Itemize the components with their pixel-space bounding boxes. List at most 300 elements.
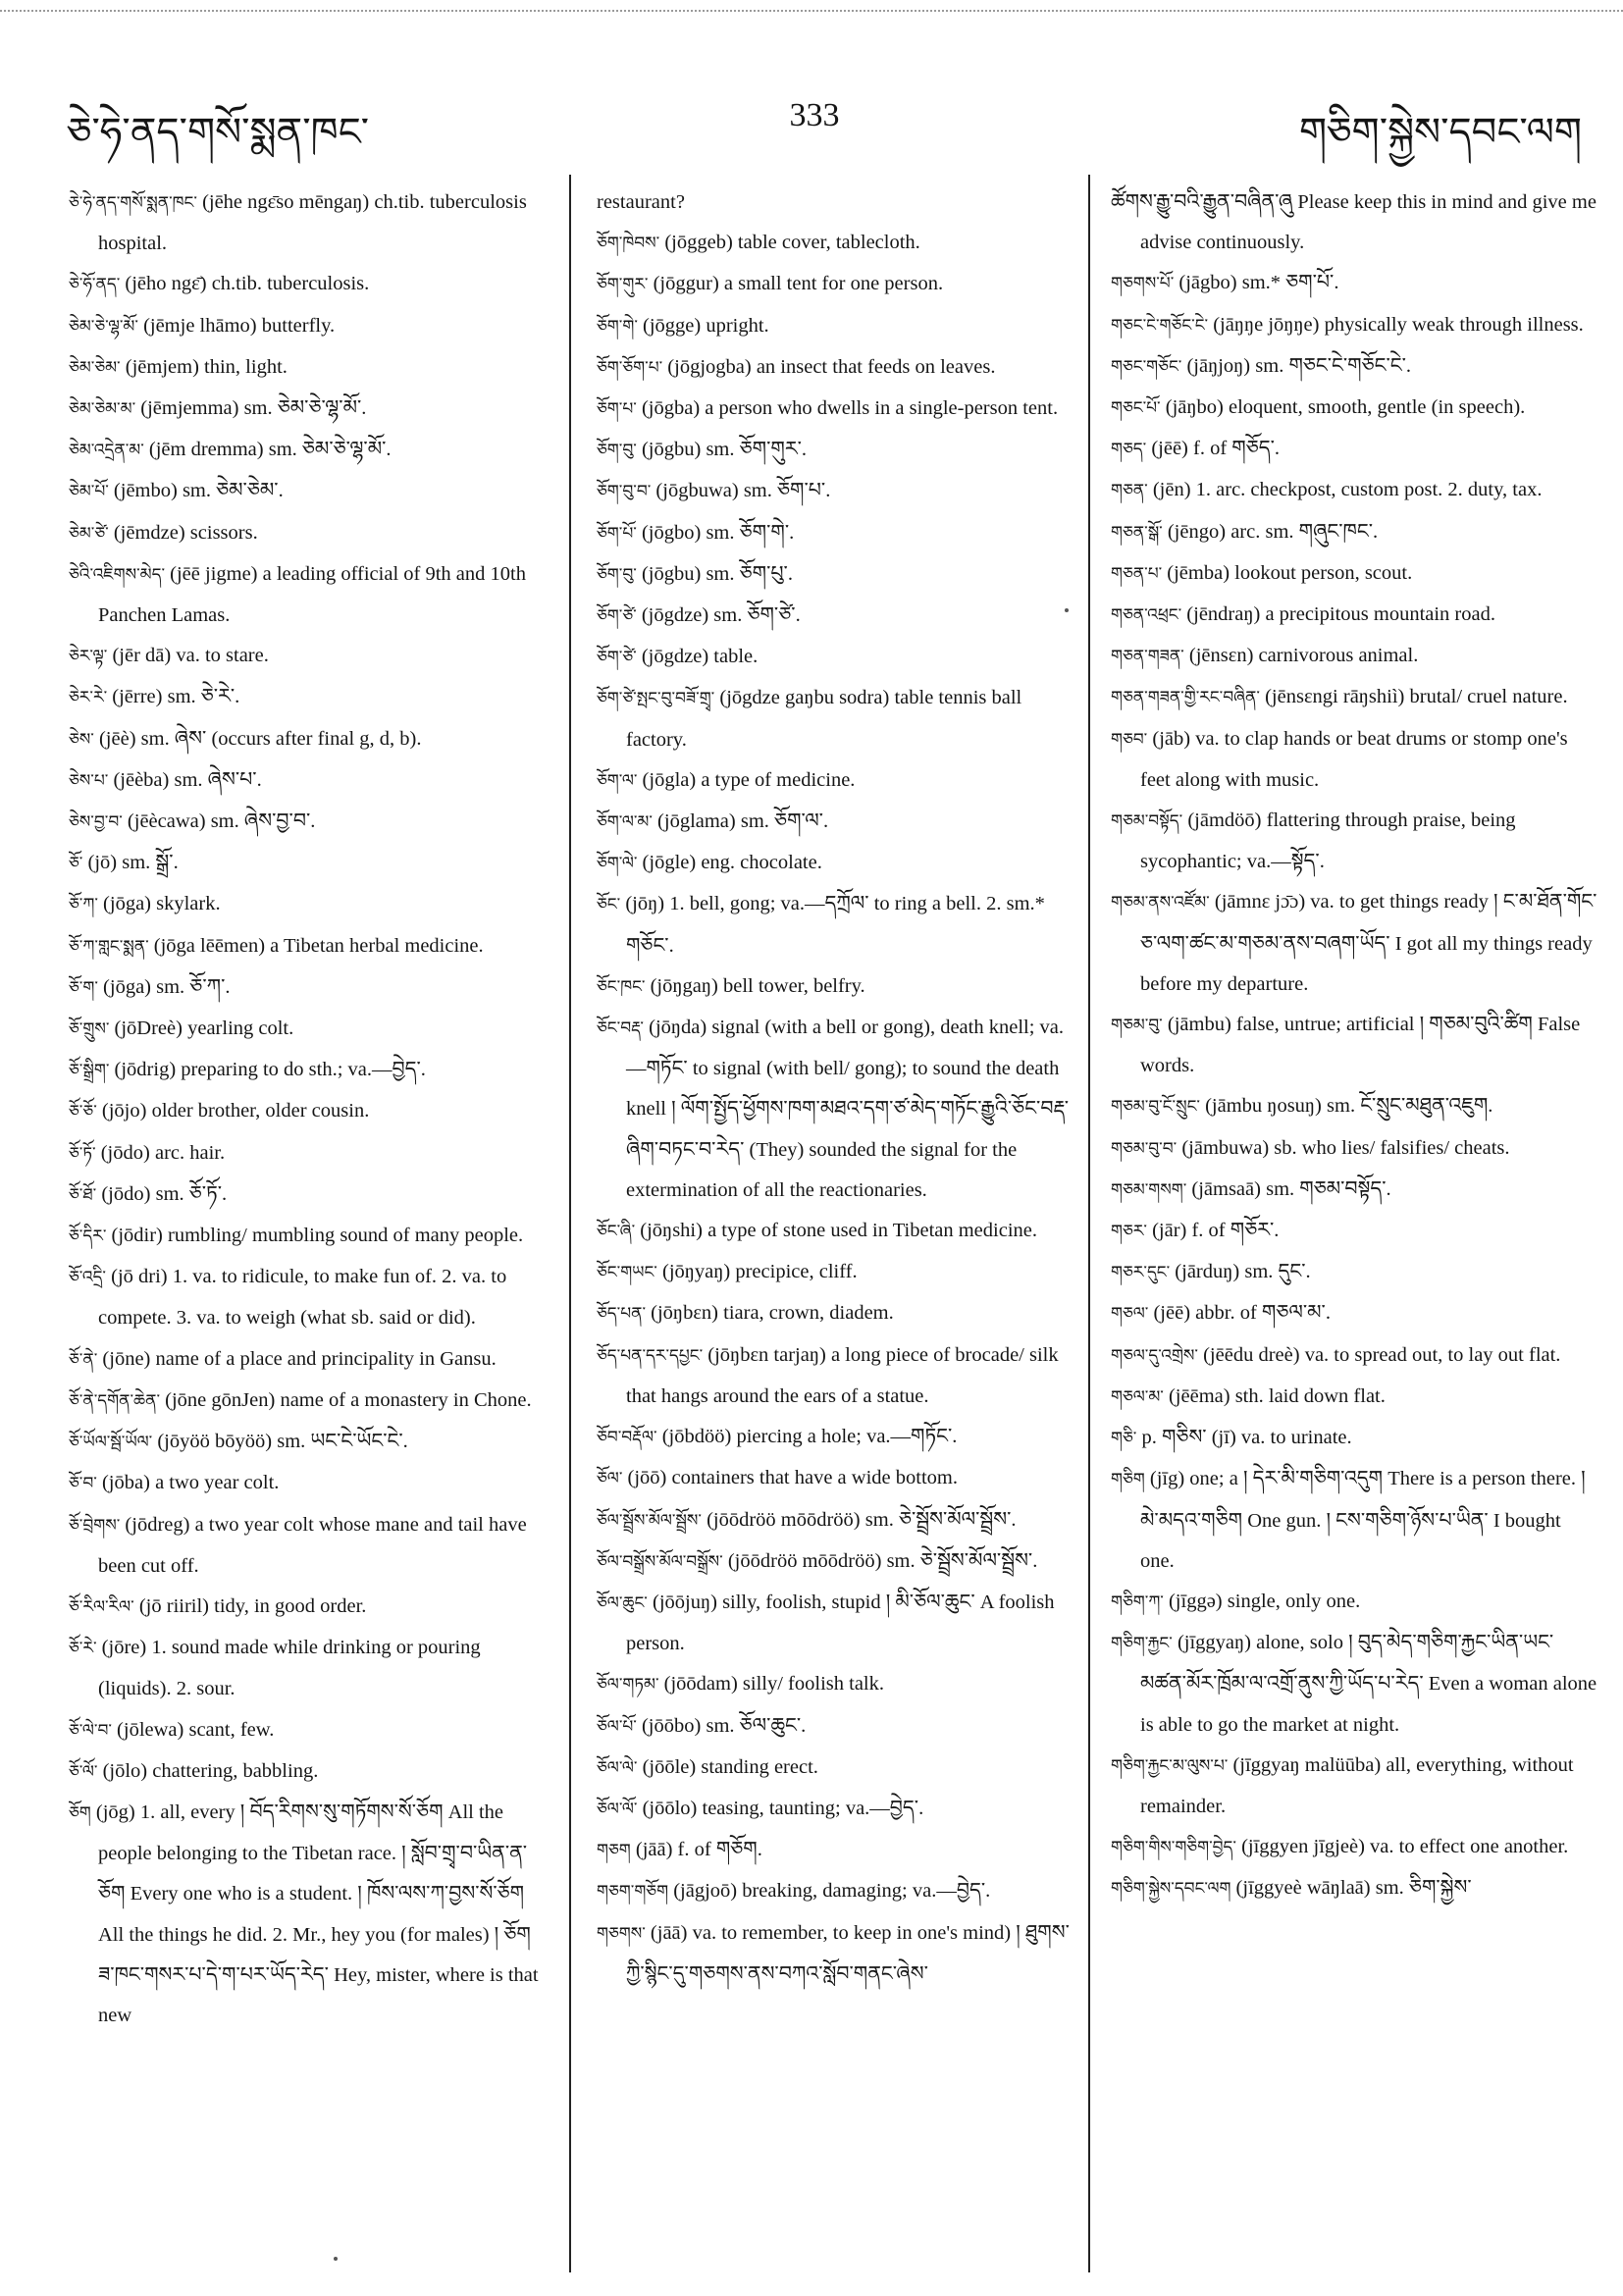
entry-headword: གཅན་འཕྲང་ bbox=[1111, 605, 1182, 626]
dictionary-entry bbox=[69, 183, 551, 264]
dictionary-entry bbox=[597, 966, 1081, 1008]
entry-definition: a type of medicine. bbox=[701, 768, 856, 791]
dictionary-entry bbox=[1111, 263, 1599, 304]
dictionary-entry bbox=[597, 1500, 1081, 1541]
entry-headword: ཅོ་སྒྲིག་ bbox=[69, 1061, 110, 1081]
entry-headword: ཅེར་ལྟ་ bbox=[69, 647, 108, 667]
entry-transliteration: (jēn) bbox=[1152, 479, 1191, 501]
entry-transliteration: (jāmbu) bbox=[1167, 1014, 1231, 1036]
entry-definition: 1. sound made while drinking or pouring (liquids). 2. sour. bbox=[98, 1637, 481, 1700]
entry-headword: ཅོབ་བརྡོལ་ bbox=[597, 1428, 657, 1448]
entry-headword: ཅོལ་ཆུང་ bbox=[597, 1592, 648, 1613]
dictionary-entry bbox=[69, 347, 551, 389]
entry-definition: a type of stone used in Tibetan medicine. bbox=[707, 1220, 1037, 1242]
entry-transliteration: (jōŋda) bbox=[649, 1017, 707, 1039]
entry-definition: a long piece of brocade/ silk that hangs around the ears of a statue. bbox=[626, 1343, 1059, 1407]
dictionary-entry bbox=[69, 1710, 551, 1751]
dictionary-entry bbox=[69, 306, 551, 347]
entry-definition: false, untrue; artificial ། གཅམ་བུའི་ཚིག False words. bbox=[1140, 1014, 1581, 1077]
dictionary-entry bbox=[1111, 1623, 1599, 1746]
scan-speck bbox=[1065, 608, 1069, 612]
entry-transliteration: (jōdo) bbox=[101, 1182, 151, 1205]
dictionary-entry bbox=[69, 389, 551, 430]
entry-transliteration: (jēè) bbox=[98, 727, 136, 750]
dictionary-entry bbox=[597, 1913, 1081, 1995]
entry-transliteration: p. གཅིས་ (jī) bbox=[1141, 1427, 1236, 1449]
entry-definition: physically weak through illness. bbox=[1324, 313, 1584, 336]
entry-definition: abbr. of གཅལ་མ་. bbox=[1195, 1302, 1331, 1325]
entry-transliteration: (jīggyaŋ) bbox=[1177, 1632, 1251, 1654]
entry-transliteration: (jōga) bbox=[103, 975, 151, 998]
entry-headword: ཅོང་ bbox=[597, 895, 621, 915]
column-divider-left bbox=[569, 175, 571, 2272]
dictionary-entry bbox=[1111, 1086, 1599, 1127]
entry-headword: ཅེམ་ཅེམ་མ་ bbox=[69, 399, 136, 420]
entry-transliteration: (jōgbo) bbox=[641, 521, 702, 544]
dictionary-entry bbox=[1111, 512, 1599, 553]
dictionary-entry bbox=[1111, 1170, 1599, 1211]
entry-transliteration: (jāmdöō) bbox=[1187, 809, 1262, 832]
entry-definition: piercing a hole; va.—གཏོང་. bbox=[736, 1426, 958, 1448]
entry-definition: sm. ཅིག་སྐྱེས་ bbox=[1375, 1877, 1472, 1900]
entry-definition: eloquent, smooth, gentle (in speech). bbox=[1228, 396, 1526, 419]
entry-definition: 1. arc. checkpost, custom post. 2. duty, tax. bbox=[1195, 479, 1543, 501]
dictionary-entry bbox=[1111, 1459, 1599, 1582]
entry-headword: གཅན་སྒོ་ bbox=[1111, 522, 1163, 543]
entry-headword: ཅོ་འདྲི་ bbox=[69, 1268, 106, 1288]
entry-definition: va. to get things ready ། ང་མ་ཐོན་གོང་ཅ་ལག་ཚང་མ་གཅམ་ནས་བཞག་ཡོད་ I got all my things ready before my departure. bbox=[1140, 891, 1597, 995]
dictionary-entry bbox=[597, 1008, 1081, 1211]
entry-transliteration: (jēmje lhāmo) bbox=[143, 314, 257, 337]
entry-definition: skylark. bbox=[156, 893, 221, 915]
entry-headword: གཅན་གཟན་གྱི་རང་བཞིན་ bbox=[1111, 688, 1260, 708]
entry-headword: ཅོག་ཅོག་པ་ bbox=[597, 357, 663, 378]
entry-definition: containers that have a wide bottom. bbox=[671, 1467, 958, 1489]
entry-definition: brutal/ cruel nature. bbox=[1409, 686, 1568, 708]
entry-headword: ཅོག་པོ་ bbox=[597, 523, 637, 544]
entry-definition: name of a place and principality in Gansu. bbox=[155, 1347, 497, 1370]
entry-transliteration: (jēho ngɛ̄) bbox=[125, 273, 207, 295]
entry-definition: alone, solo ། བུད་མེད་གཅིག་རྐྱང་ཡིན་ཡང་མཚན་མོར་ཁྲོམ་ལ་འགྲོ་ནུས་ཀྱི་ཡོད་པ་རེད་ Even a woman alone is able to go the market at night. bbox=[1140, 1632, 1597, 1736]
entry-definition: scissors. bbox=[189, 521, 258, 544]
entry-transliteration: (jōōdam) bbox=[663, 1673, 738, 1696]
entry-definition: carnivorous animal. bbox=[1258, 645, 1419, 667]
entry-transliteration: (jōgbuwa) bbox=[655, 480, 739, 502]
entry-headword: ཅོང་ཞི་ bbox=[597, 1222, 636, 1242]
entry-transliteration: (jīggyen jīgjeè) bbox=[1241, 1836, 1365, 1858]
entry-transliteration: (jāgbo) bbox=[1178, 272, 1237, 294]
entry-headword: གཅམ་བུ་ངོ་སྲུང་ bbox=[1111, 1097, 1200, 1118]
dictionary-column-2 bbox=[597, 183, 1081, 2263]
dictionary-entry bbox=[69, 513, 551, 554]
entry-definition: standing erect. bbox=[701, 1755, 818, 1778]
entry-headword: གཅིག་སྐྱེས་དབང་ལག bbox=[1111, 1879, 1231, 1900]
dictionary-entry bbox=[69, 1628, 551, 1709]
entry-definition: sm. ཅེ་སྦྲོས་མོལ་སྦྲོས་. bbox=[864, 1508, 1017, 1531]
scan-top-edge bbox=[0, 10, 1623, 12]
entry-definition: sm. ཅེམ་ཅེ་ལྷ་མོ་. bbox=[268, 439, 392, 461]
entry-transliteration: (jēr dā) bbox=[112, 645, 172, 667]
dictionary-entry bbox=[597, 389, 1081, 430]
dictionary-entry bbox=[69, 554, 551, 636]
entry-headword: གཅམ་བསྟོད་ bbox=[1111, 811, 1183, 832]
entry-transliteration: (jōō) bbox=[627, 1467, 667, 1489]
dictionary-entry bbox=[69, 719, 551, 760]
entry-transliteration: (jāā) bbox=[650, 1921, 688, 1944]
entry-headword: གཅག་གཅོག bbox=[597, 1882, 669, 1903]
entry-headword: ཅོག་བུ་ bbox=[597, 564, 637, 585]
column-divider-right bbox=[1088, 175, 1090, 2272]
entry-headword: ཅོག་ལ་ bbox=[597, 770, 638, 791]
dictionary-entry bbox=[1111, 1868, 1599, 1909]
entry-headword: གཅལ་དུ་འགྲེས་ bbox=[1111, 1345, 1198, 1366]
entry-transliteration: (jōre) bbox=[101, 1637, 147, 1659]
entry-transliteration: (jēndraŋ) bbox=[1186, 603, 1261, 626]
dictionary-entry bbox=[597, 1541, 1081, 1583]
dictionary-entry bbox=[1111, 1418, 1599, 1459]
entry-headword: ཅོ་གྲུས་ bbox=[69, 1019, 110, 1040]
entry-definition: one; a ། དེར་མི་གཅིག་འདུག There is a person there. ། མེ་མདའ་གཅིག One gun. ། ངས་གཅིག་ཉོས་པ་ཡིན་ I bought one. bbox=[1140, 1468, 1586, 1572]
entry-definition: sth. laid down flat. bbox=[1234, 1384, 1386, 1407]
dictionary-entry bbox=[69, 1587, 551, 1628]
entry-headword: གཅར་ bbox=[1111, 1222, 1147, 1242]
entry-transliteration: (jōōbo) bbox=[641, 1714, 702, 1737]
entry-headword: ཅོ་ལེ་བ་ bbox=[69, 1720, 112, 1741]
entry-transliteration: (jōba) bbox=[101, 1472, 150, 1494]
entry-transliteration: (jīggyeè wāŋlaā) bbox=[1235, 1877, 1371, 1900]
dictionary-entry bbox=[1111, 1128, 1599, 1170]
dictionary-entry bbox=[597, 223, 1081, 264]
entry-headword: གཅང་གཅོང་ bbox=[1111, 356, 1182, 377]
dictionary-entry bbox=[69, 967, 551, 1009]
dictionary-entry bbox=[1111, 553, 1599, 595]
entry-definition: sm. ཡང་ངེ་ཡོང་ངེ་. bbox=[277, 1431, 408, 1453]
dictionary-entry bbox=[69, 1257, 551, 1338]
entry-headword: ཅོ་དིར་ bbox=[69, 1226, 107, 1247]
entry-definition: preparing to do sth.; va.—བྱེད་. bbox=[181, 1059, 426, 1081]
dictionary-entry bbox=[69, 471, 551, 512]
entry-definition: tiara, crown, diadem. bbox=[723, 1302, 894, 1325]
entry-transliteration: (jērre) bbox=[112, 686, 163, 708]
dictionary-entry bbox=[69, 1381, 551, 1422]
entry-headword: གཅལ་མ་ bbox=[1111, 1386, 1164, 1407]
entry-headword: ཅོང་གཡང་ bbox=[597, 1263, 657, 1283]
dictionary-entry bbox=[69, 1793, 551, 2036]
entry-definition: ch.tib. tuberculosis hospital. bbox=[98, 191, 527, 255]
dictionary-entry bbox=[1111, 429, 1599, 470]
entry-transliteration: (jēmjemma) bbox=[140, 397, 239, 420]
entry-transliteration: (jāgjoō) bbox=[673, 1880, 738, 1903]
entry-definition: table cover, tablecloth. bbox=[737, 232, 920, 254]
dictionary-entry bbox=[69, 430, 551, 471]
entry-headword: ཅེམ་ཅེ་ལྷ་མོ་ bbox=[69, 316, 138, 337]
entry-headword: གཅག bbox=[597, 1841, 631, 1861]
dictionary-entry bbox=[1111, 470, 1599, 511]
dictionary-entry bbox=[1111, 595, 1599, 636]
entry-transliteration: (jāŋŋe jōŋŋe) bbox=[1213, 313, 1320, 336]
entry-transliteration: (jōōle) bbox=[642, 1755, 697, 1778]
dictionary-entry bbox=[597, 596, 1081, 637]
entry-definition: sm. ཅེམ་ཅེ་ལྷ་མོ་. bbox=[243, 397, 367, 420]
dictionary-entry bbox=[69, 1216, 551, 1257]
entry-transliteration: (jōne gōnJen) bbox=[165, 1388, 276, 1411]
entry-transliteration: (jāmbu ŋosuŋ) bbox=[1205, 1095, 1322, 1118]
entry-transliteration: (jōgdze gaŋbu sodra) bbox=[719, 687, 890, 709]
entry-definition: sm. ཅོ་ཀ་. bbox=[156, 975, 231, 998]
entry-definition: f. of གཅོད་. bbox=[1193, 438, 1281, 460]
dictionary-entry bbox=[1111, 719, 1599, 801]
entry-definition: upright. bbox=[706, 314, 769, 337]
entry-definition: sm. ཅོལ་ཆུང་. bbox=[706, 1714, 807, 1737]
dictionary-entry bbox=[69, 926, 551, 967]
entry-transliteration: (jōlo) bbox=[102, 1759, 148, 1782]
entry-headword: ཅེམ་ཅེམ་ bbox=[69, 357, 121, 378]
entry-headword: ཅོ་ཀ་གླང་སྨན་ bbox=[69, 936, 149, 957]
dictionary-entry bbox=[69, 843, 551, 884]
entry-transliteration: (jōŋyaŋ) bbox=[662, 1261, 731, 1283]
dictionary-entry bbox=[597, 1706, 1081, 1748]
entry-headword: ཅོ་ལོ་ bbox=[69, 1761, 98, 1782]
entry-headword: ཅོག་གེ་ bbox=[597, 316, 638, 337]
entry-headword: ཅོང་ཁང་ bbox=[597, 976, 646, 997]
entry-headword: ཅེ་ཧོ་ནད་ bbox=[69, 275, 121, 295]
entry-headword: ཅོ་ཀ་ bbox=[69, 895, 98, 915]
entry-headword: ཅོ་ bbox=[69, 854, 83, 874]
entry-headword: གཅིག་རྐྱང་མ་ལུས་པ་ bbox=[1111, 1755, 1229, 1776]
entry-transliteration: (jēē) bbox=[1153, 1302, 1191, 1325]
page-header bbox=[0, 86, 1623, 165]
entry-definition: sm. ཞེས་ (occurs after final g, d, b). bbox=[140, 727, 422, 750]
entry-headword: ཅེམ་འདྲེན་མ་ bbox=[69, 441, 144, 461]
dictionary-entry bbox=[1111, 1377, 1599, 1418]
entry-headword: གཅིག་རྐྱང་ bbox=[1111, 1634, 1173, 1654]
dictionary-entry bbox=[69, 1463, 551, 1504]
entry-transliteration: (jōga) bbox=[103, 893, 151, 915]
entry-definition: va. to spread out, to lay out flat. bbox=[1304, 1343, 1561, 1366]
entry-definition: sm. ཅེ་རེ་. bbox=[167, 686, 240, 708]
entry-headword: ཅོ་ཅོ་ bbox=[69, 1102, 97, 1122]
entry-definition: sm. ཞེས་བྱ་བ་. bbox=[210, 810, 316, 833]
entry-definition: a two year colt. bbox=[155, 1472, 280, 1494]
entry-headword: གཅང་ངེ་གཅོང་ངེ་ bbox=[1111, 315, 1209, 336]
entry-definition: butterfly. bbox=[261, 314, 336, 337]
entry-definition: precipice, cliff. bbox=[735, 1261, 858, 1283]
entry-transliteration: (jīg) bbox=[1149, 1468, 1185, 1490]
dictionary-entry bbox=[597, 678, 1081, 759]
entry-transliteration: (jōdir) bbox=[111, 1225, 163, 1247]
entry-headword: ཅོ་ནེ་དགོན་ཆེན་ bbox=[69, 1390, 161, 1411]
entry-transliteration: (jāŋbo) bbox=[1165, 396, 1224, 419]
entry-headword: གཅགས་ bbox=[597, 1923, 646, 1944]
dictionary-entry bbox=[69, 1751, 551, 1793]
entry-definition: va. to clap hands or beat drums or stomp one's feet along with music. bbox=[1140, 727, 1568, 791]
entry-transliteration: (jēmdze) bbox=[113, 521, 185, 544]
entry-definition: sm. ཅེ་སྦྲོས་མོལ་སྦྲོས་. bbox=[886, 1549, 1038, 1572]
dictionary-entry bbox=[69, 1505, 551, 1587]
entry-transliteration: (jōglama) bbox=[657, 810, 736, 833]
entry-definition: table tennis ball factory. bbox=[626, 687, 1022, 751]
entry-definition: all, everything, without remainder. bbox=[1140, 1753, 1574, 1817]
dictionary-entry bbox=[597, 1458, 1081, 1499]
entry-headword: གཅི་ bbox=[1111, 1429, 1137, 1449]
entry-transliteration: (jōgdze) bbox=[641, 646, 709, 668]
entry-headword: ཅོག་ཙེ་ bbox=[597, 648, 637, 668]
entry-definition: va. to effect one another. bbox=[1370, 1836, 1569, 1858]
entry-headword: གཅན་པ་ bbox=[1111, 563, 1163, 584]
entry-transliteration: (jōbdöö) bbox=[661, 1426, 732, 1448]
dictionary-entry bbox=[1111, 1211, 1599, 1252]
entry-definition: table. bbox=[713, 646, 759, 668]
dictionary-entry bbox=[69, 1091, 551, 1132]
entry-transliteration: (jōdrig) bbox=[114, 1059, 177, 1081]
dictionary-entry bbox=[597, 1252, 1081, 1293]
dictionary-entry bbox=[597, 471, 1081, 512]
entry-transliteration: (jōōjuŋ) bbox=[653, 1591, 717, 1613]
dictionary-entry bbox=[597, 1748, 1081, 1789]
dictionary-entry bbox=[1111, 305, 1599, 346]
dictionary-entry bbox=[1111, 1252, 1599, 1293]
entry-headword: གཅང་པོ་ bbox=[1111, 398, 1161, 419]
entry-transliteration: (jēnsɛngi rāŋshiì) bbox=[1265, 686, 1405, 708]
entry-definition: ཚོགས་རྒྱུ་བའི་རྒྱུན་བཞིན་ཞུ Please keep this in mind and give me advise continuously. bbox=[1111, 191, 1597, 254]
entry-headword: ཅོལ་ལེ་ bbox=[597, 1757, 638, 1778]
entry-transliteration: (jōdo) bbox=[100, 1141, 150, 1164]
entry-definition: sm. ཅོག་གེ་. bbox=[706, 521, 795, 544]
entry-transliteration: (jōga lēēmen) bbox=[153, 934, 266, 957]
entry-headword: གཅན་ bbox=[1111, 481, 1148, 501]
entry-definition: va. to urinate. bbox=[1240, 1427, 1352, 1449]
entry-transliteration: (jōdreg) bbox=[125, 1513, 190, 1536]
entry-definition: sm. སྒྲོ་. bbox=[122, 852, 179, 874]
entry-definition: sm. ཅོག་ཙེ་. bbox=[713, 604, 801, 627]
entry-transliteration: (jōjo) bbox=[101, 1100, 147, 1122]
dictionary-entry bbox=[597, 1211, 1081, 1252]
entry-transliteration: (jōŋbɛn tarjaŋ) bbox=[707, 1343, 826, 1366]
dictionary-entry bbox=[597, 1417, 1081, 1458]
entry-headword: གཅགས་པོ་ bbox=[1111, 274, 1175, 294]
dictionary-entry bbox=[1111, 1582, 1599, 1623]
entry-headword: ཅོད་པན་ bbox=[597, 1304, 647, 1325]
entry-definition: scant, few. bbox=[188, 1718, 275, 1741]
entry-headword: གཅམ་བུ་ bbox=[1111, 1016, 1163, 1036]
entry-headword: ཅེ་ཧེ་ནད་གསོ་སྨན་ཁང་ bbox=[69, 193, 197, 213]
entry-headword: ཅོག་ཁེབས་ bbox=[597, 234, 660, 254]
dictionary-column-3 bbox=[1111, 183, 1599, 2263]
header-right-guideword: གཅིག་སྐྱེས་དབང་ལག bbox=[1298, 110, 1582, 155]
dictionary-entry bbox=[69, 884, 551, 925]
entry-transliteration: (jāŋjoŋ) bbox=[1186, 354, 1251, 377]
entry-definition: teasing, taunting; va.—བྱེད་. bbox=[702, 1797, 924, 1819]
header-left-guideword: ཅེ་ཧེ་ནད་གསོ་སྨན་ཁང་ bbox=[67, 110, 370, 155]
entry-transliteration: (jēngo) bbox=[1167, 520, 1227, 543]
entry-definition: a precipitous mountain road. bbox=[1265, 603, 1495, 626]
entry-transliteration: (jōgle) bbox=[642, 852, 697, 874]
entry-transliteration: (jōŋbɛn) bbox=[651, 1302, 719, 1325]
entry-definition: sm. གཅམ་བསྟོད་. bbox=[1266, 1177, 1391, 1200]
entry-transliteration: (jēècawa) bbox=[127, 810, 206, 833]
entry-definition: silly, foolish, stupid ། མི་ཅོལ་ཆུང་ A foolish person. bbox=[626, 1591, 1055, 1655]
dictionary-entry bbox=[1111, 677, 1599, 718]
entry-definition: sm. ཅེམ་ཅེམ་. bbox=[182, 480, 284, 502]
entry-headword: གཅམ་བུ་བ་ bbox=[1111, 1138, 1178, 1159]
entry-definition: sm. ཅོ་ཏོ་. bbox=[155, 1182, 228, 1205]
dictionary-entry bbox=[69, 1339, 551, 1381]
entry-definition: signal (with a bell or gong), death knell; va.—གཏོང་ to signal (with bell/ gong); to sound the death knell ། ལོག་སྤྱོད་ཕྱོགས་ཁག་མཐའ་དག་ཙ་མེད་གཏོང་རྒྱུའི་ཅོང་བརྡ་ཞིག་བཏང་བ་རེད་ (They) sounded the signal for the extermination of all the reactionaries. bbox=[626, 1017, 1070, 1201]
dictionary-entry bbox=[1111, 1005, 1599, 1086]
entry-definition: a leading official of 9th and 10th Panchen Lamas. bbox=[98, 562, 526, 627]
scan-speck bbox=[334, 2257, 338, 2261]
entry-definition: va. to stare. bbox=[176, 645, 269, 667]
entry-headword: གཅབ་ bbox=[1111, 729, 1148, 750]
entry-definition: older brother, older cousin. bbox=[151, 1100, 370, 1122]
entry-headword: ཅེས་ bbox=[69, 729, 94, 750]
dictionary-entry bbox=[597, 843, 1081, 884]
entry-headword: ཅོ་ཏོ་ bbox=[69, 1143, 96, 1164]
entry-definition: arc. sm. གཞུང་ཁང་. bbox=[1230, 520, 1379, 543]
entry-definition: tidy, in good order. bbox=[214, 1594, 367, 1617]
entry-headword: ཅོ་བྲེགས་ bbox=[69, 1515, 121, 1536]
entry-headword: ཅོ་ཐོ་ bbox=[69, 1184, 97, 1205]
dictionary-entry bbox=[69, 264, 551, 305]
entry-headword: ཅོ་ག་ bbox=[69, 977, 98, 998]
entry-definition: sm. དུང་. bbox=[1244, 1261, 1311, 1283]
entry-headword: གཅིག་གིས་གཅིག་བྱེད་ bbox=[1111, 1838, 1236, 1858]
entry-definition: single, only one. bbox=[1227, 1590, 1361, 1612]
entry-definition: 1. all, every ། བོད་རིགས་སུ་གཏོགས་སོ་ཅོག All the people belonging to the Tibetan race. ། སློབ་གྲྭ་བ་ཡིན་ན་ཅོག Every one who is a student. ། ཁོས་ལས་ཀ་བྱས་སོ་ཅོག All the things he did. 2. Mr., hey you (for males) ། ཅོག ཟ་ཁང་གསར་པ་དེ་ག་པར་ཡོད་རེད་ Hey, mister, where is that new bbox=[98, 1800, 539, 2026]
entry-headword: གཅིག་ཀ་ bbox=[1111, 1592, 1164, 1612]
entry-definition: 1. va. to ridicule, to make fun of. 2. va. to compete. 3. va. to weigh (what sb. said or did). bbox=[98, 1266, 507, 1330]
dictionary-entry bbox=[1111, 346, 1599, 388]
entry-transliteration: (jōg) bbox=[95, 1800, 135, 1823]
entry-transliteration: (jōgbu) bbox=[641, 439, 702, 461]
entry-definition: a Tibetan herbal medicine. bbox=[270, 934, 484, 957]
entry-definition: ch.tib. tuberculosis. bbox=[211, 273, 370, 295]
entry-transliteration: (jōōlo) bbox=[642, 1797, 698, 1819]
entry-transliteration: (jōggeb) bbox=[664, 232, 733, 254]
entry-definition: f. of གཅོར་. bbox=[1191, 1220, 1280, 1242]
entry-transliteration: (jēē jigme) bbox=[170, 562, 258, 585]
entry-transliteration: (jēēma) bbox=[1168, 1384, 1230, 1407]
entry-definition: sm. ཅོག་པ་. bbox=[743, 480, 831, 502]
entry-transliteration: (jōne) bbox=[102, 1347, 151, 1370]
entry-headword: གཅད་ bbox=[1111, 440, 1147, 460]
entry-definition: sm. ཅོག་ལ་. bbox=[740, 810, 829, 833]
entry-definition: yearling colt. bbox=[187, 1018, 294, 1040]
entry-definition: an insect that feeds on leaves. bbox=[756, 355, 996, 378]
entry-headword: ཅོག་ལེ་ bbox=[597, 854, 638, 874]
entry-definition: sm. ངོ་སྲུང་མཐུན་འཇུག. bbox=[1327, 1095, 1493, 1118]
dictionary-entry bbox=[69, 636, 551, 677]
entry-definition: 1. bell, gong; va.—དཀྲོལ་ to ring a bell. 2. sm.* གཅོང་. bbox=[626, 893, 1045, 957]
entry-headword: ཅེམ་ཙེ་ bbox=[69, 523, 109, 544]
entry-transliteration: (jēēdu dreè) bbox=[1203, 1343, 1300, 1366]
entry-definition: restaurant? bbox=[597, 191, 685, 213]
entry-headword: གཅམ་གསག་ bbox=[1111, 1179, 1187, 1200]
entry-definition: flattering through praise, being sycophantic; va.—སྟོད་. bbox=[1140, 809, 1516, 873]
entry-transliteration: (jāb) bbox=[1152, 727, 1191, 750]
entry-transliteration: (jōgba) bbox=[641, 397, 701, 420]
entry-headword: ཅོག་པ་ bbox=[597, 399, 637, 420]
entry-transliteration: (jāmbuwa) bbox=[1181, 1136, 1270, 1159]
entry-transliteration: (jōyöö bōyöö) bbox=[157, 1431, 273, 1453]
entry-headword: ཅོག་བུ་བ་ bbox=[597, 482, 652, 502]
dictionary-entry bbox=[597, 1293, 1081, 1334]
entry-transliteration: (jōgbu) bbox=[641, 562, 702, 585]
dictionary-entry bbox=[597, 513, 1081, 554]
entry-transliteration: (jēhe ngɛ̄so mēngaŋ) bbox=[202, 191, 370, 213]
entry-definition: sm. ཅོག་པུ་. bbox=[706, 562, 793, 585]
page-number: 333 bbox=[789, 97, 840, 133]
